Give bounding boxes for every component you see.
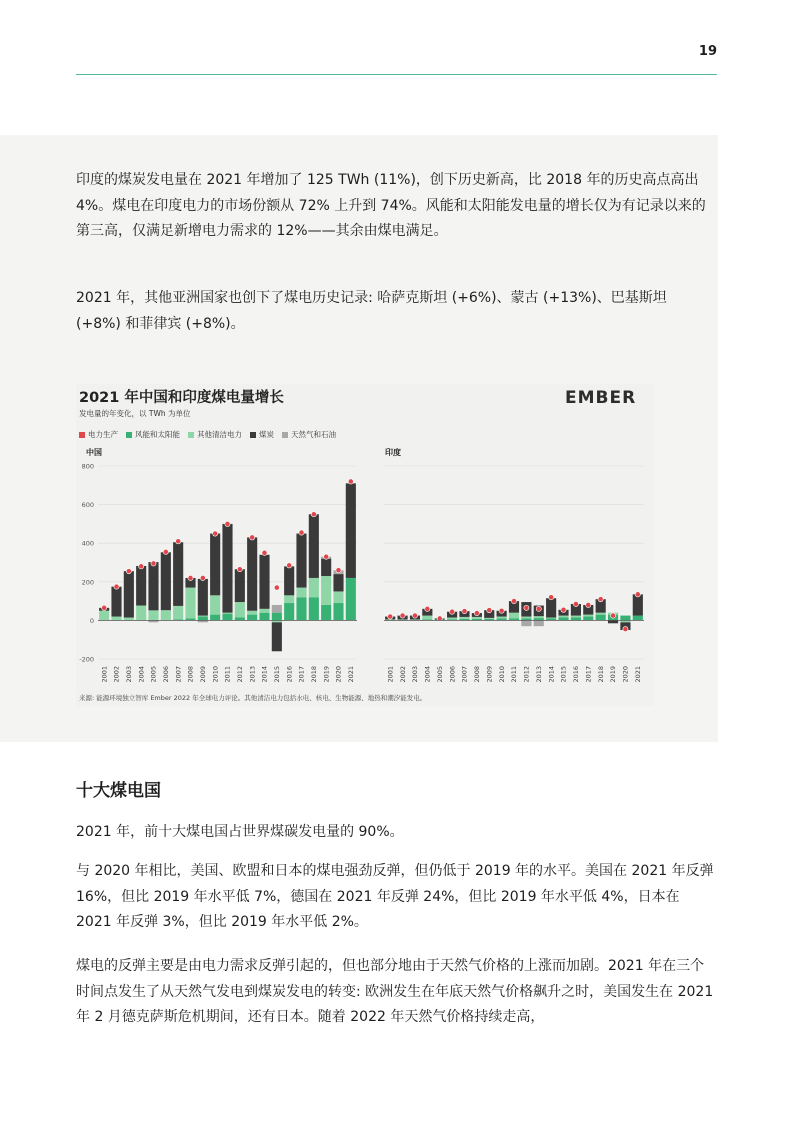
bar-segment <box>222 524 232 613</box>
bar-segment <box>447 618 457 620</box>
bar-segment <box>284 603 294 620</box>
bar-segment <box>235 618 245 621</box>
total-marker <box>237 567 242 572</box>
x-tick-label: 2006 <box>448 666 457 683</box>
total-marker <box>499 608 504 613</box>
y-tick-label: -200 <box>79 655 94 664</box>
total-marker <box>213 531 218 536</box>
total-marker <box>139 564 144 569</box>
bar-segment <box>296 534 306 588</box>
bar-segment <box>148 562 158 610</box>
bar-segment <box>596 613 606 615</box>
bar-segment <box>321 576 331 605</box>
bar-segment <box>472 617 482 619</box>
x-tick-label: 2016 <box>285 666 294 683</box>
bar-segment <box>198 617 208 621</box>
total-marker <box>324 554 329 559</box>
x-tick-label: 2001 <box>100 666 109 683</box>
bar-segment <box>309 578 319 597</box>
bar-segment <box>484 618 494 619</box>
bar-segment <box>272 613 282 621</box>
bar-segment <box>321 559 331 576</box>
total-marker <box>262 550 267 555</box>
bar-segment <box>620 616 630 621</box>
total-marker <box>623 626 628 631</box>
chart-card <box>76 384 654 706</box>
legend-swatch <box>126 432 132 438</box>
y-tick-label: 600 <box>81 501 94 510</box>
x-tick-label: 2020 <box>334 666 343 683</box>
x-tick-label: 2013 <box>248 666 257 683</box>
x-tick-label: 2014 <box>260 666 269 683</box>
bar-segment <box>222 614 232 621</box>
x-tick-label: 2007 <box>174 666 183 683</box>
chart-legend <box>79 429 336 440</box>
total-marker <box>524 605 529 610</box>
x-tick-label: 2002 <box>398 666 407 683</box>
x-tick-label: 2008 <box>186 666 195 683</box>
legend-item <box>250 429 274 440</box>
bar-segment <box>185 588 195 619</box>
bar-segment <box>546 618 556 619</box>
bar-segment <box>596 615 606 621</box>
bar-segment <box>309 597 319 620</box>
total-marker <box>163 549 168 554</box>
bar-segment <box>633 616 643 621</box>
bar-segment <box>173 606 183 620</box>
bar-segment <box>284 566 294 595</box>
x-tick-label: 2021 <box>634 666 643 683</box>
bar-segment <box>198 579 208 616</box>
total-marker <box>511 599 516 604</box>
paragraph-asia-records: 2021 年，其他亚洲国家也创下了煤电历史记录: 哈萨克斯坦 (+6%)、蒙古 (+13%)、巴基斯坦 (+8%) 和菲律宾 (+8%)。 <box>76 290 667 332</box>
legend-swatch <box>188 432 194 438</box>
total-marker <box>586 602 591 607</box>
bar-segment <box>321 605 331 620</box>
total-marker <box>462 609 467 614</box>
section-heading: 十大煤电国 <box>76 781 161 801</box>
x-tick-label: 2006 <box>162 666 171 683</box>
total-marker <box>126 569 131 574</box>
chart-source-note: 来源: 能源环境独立智库 Ember 2022 年全球电力评论。其他清洁电力包括水电、核电、生物能源、地热和潮汐能发电。 <box>79 694 427 702</box>
bar-segment <box>198 616 208 617</box>
total-marker <box>250 535 255 540</box>
x-tick-label: 2011 <box>223 666 232 683</box>
total-marker <box>336 568 341 573</box>
total-marker <box>412 613 417 618</box>
x-tick-label: 2013 <box>534 666 543 683</box>
total-marker <box>598 597 603 602</box>
x-tick-label: 2012 <box>236 666 245 683</box>
x-tick-label: 2017 <box>584 666 593 683</box>
bar-segment <box>161 552 171 610</box>
x-tick-label: 2012 <box>522 666 531 683</box>
x-tick-label: 2003 <box>411 666 420 683</box>
bar-segment <box>558 618 568 621</box>
panel-label-india: 印度 <box>385 448 401 457</box>
bar-segment <box>571 616 581 618</box>
legend-swatch <box>79 432 85 438</box>
total-marker <box>188 575 193 580</box>
bar-segment <box>247 611 257 615</box>
total-marker <box>114 584 119 589</box>
total-marker <box>635 592 640 597</box>
total-marker <box>549 595 554 600</box>
bar-segment <box>571 618 581 621</box>
x-tick-label: 2015 <box>559 666 568 683</box>
bar-segment <box>124 571 134 617</box>
x-tick-label: 2018 <box>310 666 319 683</box>
paragraph-india-coal: 印度的煤炭发电量在 2021 年增加了 125 TWh (11%)，创下历史新高，比 2018 年的历史高点高出 4%。煤电在印度电力的市场份额从 72% 上升到 74%。风能和太阳能发电量的增长仅为有记录以来的第三高，仅满足新增电力需求的 12%——其余由煤电满足。 <box>76 172 706 239</box>
legend-item <box>126 429 180 440</box>
bar-segment <box>459 617 469 619</box>
x-tick-label: 2018 <box>596 666 605 683</box>
x-tick-label: 2005 <box>149 666 158 683</box>
legend-label: 其他清洁电力 <box>197 430 242 439</box>
total-marker <box>536 606 541 611</box>
bar-segment <box>136 606 146 620</box>
bar-segment <box>272 622 282 651</box>
bar-segment <box>296 597 306 620</box>
x-tick-label: 2014 <box>547 666 556 683</box>
x-tick-label: 2010 <box>211 666 220 683</box>
bar-segment <box>333 574 343 591</box>
bar-segment <box>222 613 232 614</box>
legend-label: 煤炭 <box>259 430 274 439</box>
bar-segment <box>259 609 269 613</box>
y-tick-label: 0 <box>89 616 94 625</box>
bar-segment <box>111 587 121 617</box>
bar-segment <box>148 610 158 620</box>
bar-segment <box>272 605 282 613</box>
bar-segment <box>284 595 294 603</box>
bar-segment <box>210 615 220 621</box>
total-marker <box>287 563 292 568</box>
bar-segment <box>247 537 257 610</box>
paragraph-top10: 2021 年，前十大煤电国占世界煤碳发电量的 90%。 <box>76 824 404 840</box>
chart-title: 2021 年中国和印度煤电量增长 <box>79 390 284 406</box>
bar-segment <box>173 542 183 606</box>
total-marker <box>200 575 205 580</box>
x-tick-label: 2015 <box>273 666 282 683</box>
x-tick-label: 2019 <box>322 666 331 683</box>
bar-segment <box>99 611 109 621</box>
y-tick-label: 400 <box>81 539 94 548</box>
legend-item <box>79 429 118 440</box>
bar-segment <box>210 534 220 596</box>
total-marker <box>311 512 316 517</box>
bar-segment <box>247 615 257 621</box>
bar-segment <box>111 617 121 621</box>
x-tick-label: 2005 <box>435 666 444 683</box>
x-tick-label: 2021 <box>347 666 356 683</box>
bar-segment <box>583 617 593 621</box>
bar-segment <box>124 618 134 621</box>
bar-segment <box>546 598 556 617</box>
total-marker <box>388 614 393 619</box>
bar-segment <box>346 578 356 620</box>
total-marker <box>610 613 615 618</box>
page-number: 19 <box>698 44 717 59</box>
total-marker <box>151 561 156 566</box>
total-marker <box>474 610 479 615</box>
total-marker <box>225 521 230 526</box>
bar-segment <box>583 615 593 617</box>
legend-item <box>188 429 242 440</box>
bar-segment <box>333 603 343 620</box>
panel-label-china: 中国 <box>86 448 102 457</box>
x-tick-label: 2019 <box>609 666 618 683</box>
bar-segment <box>210 595 220 614</box>
legend-swatch <box>250 432 256 438</box>
bar-segment <box>309 514 319 578</box>
legend-swatch <box>282 432 288 438</box>
total-marker <box>299 530 304 535</box>
total-marker <box>561 607 566 612</box>
x-tick-label: 2004 <box>137 666 146 683</box>
bar-segment <box>346 483 356 578</box>
bar-segment <box>136 566 146 606</box>
bar-segment <box>259 613 269 621</box>
total-marker <box>274 585 279 590</box>
bar-segment <box>558 616 568 618</box>
bar-segment <box>296 588 306 598</box>
bar-segment <box>534 616 544 618</box>
bar-segment <box>235 569 245 602</box>
legend-label: 天然气和石油 <box>291 430 336 439</box>
total-marker <box>425 606 430 611</box>
paragraph-rebound: 与 2020 年相比，美国、欧盟和日本的煤电强劲反弹，但仍低于 2019 年的水平。美国在 2021 年反弹 16%，但比 2019 年水平低 7%，德国在 2021 年反弹 24%，但比 2019 年水平低 4%，日本在 2021 年反弹 3%，但比 2019 年水平低 2%。 <box>76 863 714 930</box>
total-marker <box>487 608 492 613</box>
x-tick-label: 2004 <box>423 666 432 683</box>
x-tick-label: 2001 <box>386 666 395 683</box>
legend-label: 电力生产 <box>88 430 118 439</box>
bar-segment <box>509 613 519 619</box>
total-marker <box>400 613 405 618</box>
x-tick-label: 2009 <box>199 666 208 683</box>
paragraph-gas-price: 煤电的反弹主要是由电力需求反弹引起的，但也部分地由于天然气价格的上涨而加剧。2021 年在三个时间点发生了从天然气发电到煤炭发电的转变: 欧洲发生在年底天然气价格飙升之时，美国发生在 2021 年 2 月德克萨斯危机期间，还有日本。随着 2022 年天然气价格持续走高， <box>76 958 714 1025</box>
bar-segment <box>521 617 531 619</box>
x-tick-label: 2011 <box>510 666 519 683</box>
x-tick-label: 2009 <box>485 666 494 683</box>
bar-segment <box>333 591 343 603</box>
bar-segment <box>497 617 507 619</box>
x-tick-label: 2020 <box>621 666 630 683</box>
x-tick-label: 2010 <box>497 666 506 683</box>
bar-segment <box>422 616 432 620</box>
total-marker <box>573 601 578 606</box>
total-marker <box>348 479 353 484</box>
total-marker <box>449 609 454 614</box>
stacked-bar-chart <box>76 444 654 688</box>
bar-segment <box>534 620 544 626</box>
legend-item <box>282 429 336 440</box>
y-tick-label: 800 <box>81 462 94 471</box>
bar-segment <box>161 610 171 620</box>
x-tick-label: 2003 <box>125 666 134 683</box>
x-tick-label: 2008 <box>473 666 482 683</box>
header-divider <box>76 74 717 75</box>
bar-segment <box>633 594 643 615</box>
y-tick-label: 200 <box>81 578 94 587</box>
bar-segment <box>608 620 618 623</box>
x-tick-label: 2017 <box>297 666 306 683</box>
legend-label: 风能和太阳能 <box>135 430 180 439</box>
bar-segment <box>235 602 245 617</box>
x-tick-label: 2016 <box>572 666 581 683</box>
x-tick-label: 2002 <box>112 666 121 683</box>
bar-segment <box>259 555 269 609</box>
chart-subtitle: 发电量的年变化，以 TWh 为单位 <box>79 409 191 418</box>
total-marker <box>176 539 181 544</box>
total-marker <box>102 605 107 610</box>
bar-segment <box>521 620 531 626</box>
x-tick-label: 2007 <box>460 666 469 683</box>
ember-logo: EMBER <box>565 388 637 408</box>
